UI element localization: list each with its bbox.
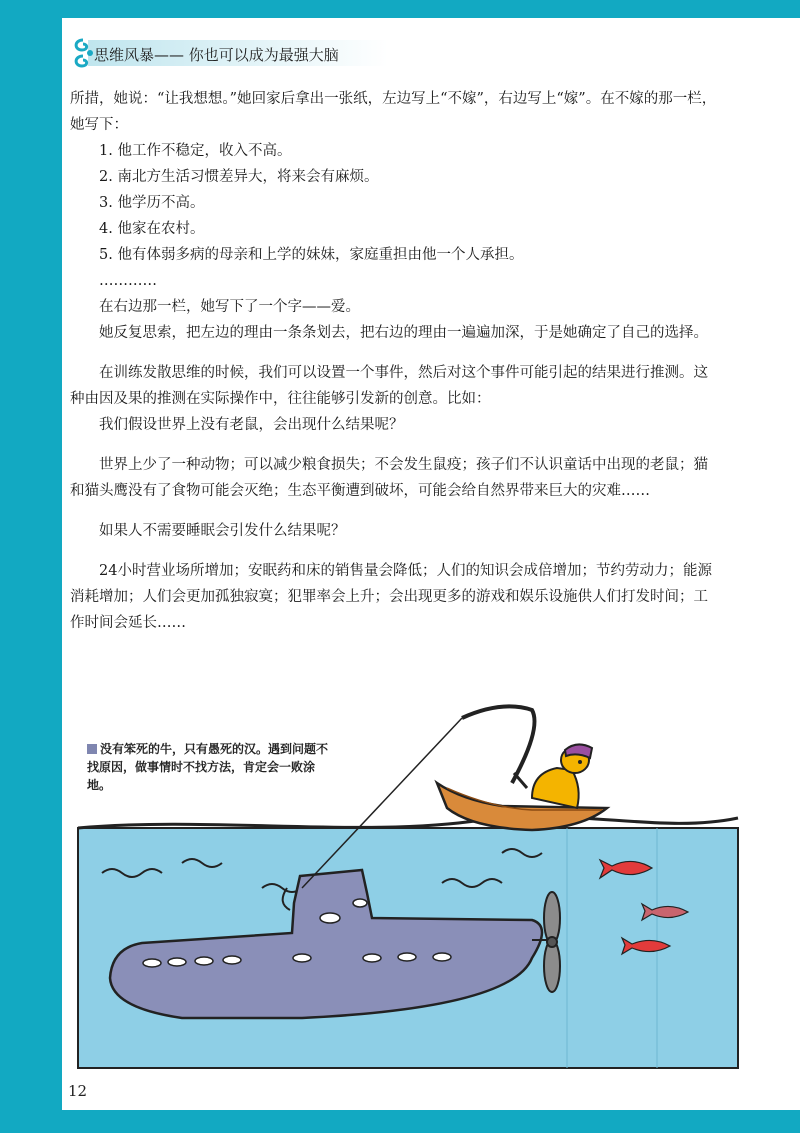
book-page (62, 18, 800, 1110)
ellipsis: ………… (99, 273, 157, 289)
body-text (70, 86, 722, 636)
caption-text: 没有笨死的牛，只有愚死的汉。遇到问题不找原因，做事情时不找方法，肯定会一败涂地。 (87, 742, 329, 792)
swirl-ornament-icon (70, 36, 96, 72)
list-item: 5. 他有体弱多病的母亲和上学的妹妹，家庭重担由他一个人承担。 (99, 247, 524, 263)
paragraph: 所措，她说：“让我想想。”她回家后拿出一张纸，左边写上“不嫁”，右边写上“嫁”。在不嫁的那一栏，她写下： (70, 91, 717, 133)
header-title: 思维风暴—— 你也可以成为最强大脑 (94, 46, 339, 64)
running-header (70, 36, 530, 72)
paragraph: 世界上少了一种动物；可以减少粮食损失；不会发生鼠疫；孩子们不认识童话中出现的老鼠；猫和猫头鹰没有了食物可能会灭绝；生态平衡遭到破坏，可能会给自然界带来巨大的灾难…… (70, 457, 708, 499)
paragraph: 在训练发散思维的时候，我们可以设置一个事件，然后对这个事件可能引起的结果进行推测。这种由因及果的推测在实际操作中，往往能够引发新的创意。比如： (70, 365, 708, 407)
list-item: 2. 南北方生活习惯差异大，将来会有麻烦。 (99, 169, 379, 185)
square-bullet-icon (87, 744, 97, 754)
paragraph: 如果人不需要睡眠会引发什么结果呢？ (99, 523, 346, 539)
paragraph: 我们假设世界上没有老鼠，会出现什么结果呢？ (99, 417, 404, 433)
fishing-rod (462, 706, 535, 783)
page-number: 12 (68, 1082, 88, 1100)
illustration-caption (87, 740, 337, 794)
paragraph: 她反复思索，把左边的理由一条条划去，把右边的理由一遍遍加深，于是她确定了自己的选择。 (99, 325, 708, 341)
paragraph: 在右边那一栏，她写下了一个字——爱。 (99, 299, 360, 315)
cartoon-illustration (62, 688, 800, 1088)
list-item: 1. 他工作不稳定，收入不高。 (99, 143, 292, 159)
paragraph: 24小时营业场所增加；安眠药和床的销售量会降低；人们的知识会成倍增加；节约劳动力；能源消耗增加；人们会更加孤独寂寞；犯罪率会上升；会出现更多的游戏和娱乐设施供人们打发时间；工作时间会延长…… (70, 563, 712, 631)
list-item: 3. 他学历不高。 (99, 195, 205, 211)
list-item: 4. 他家在农村。 (99, 221, 205, 237)
